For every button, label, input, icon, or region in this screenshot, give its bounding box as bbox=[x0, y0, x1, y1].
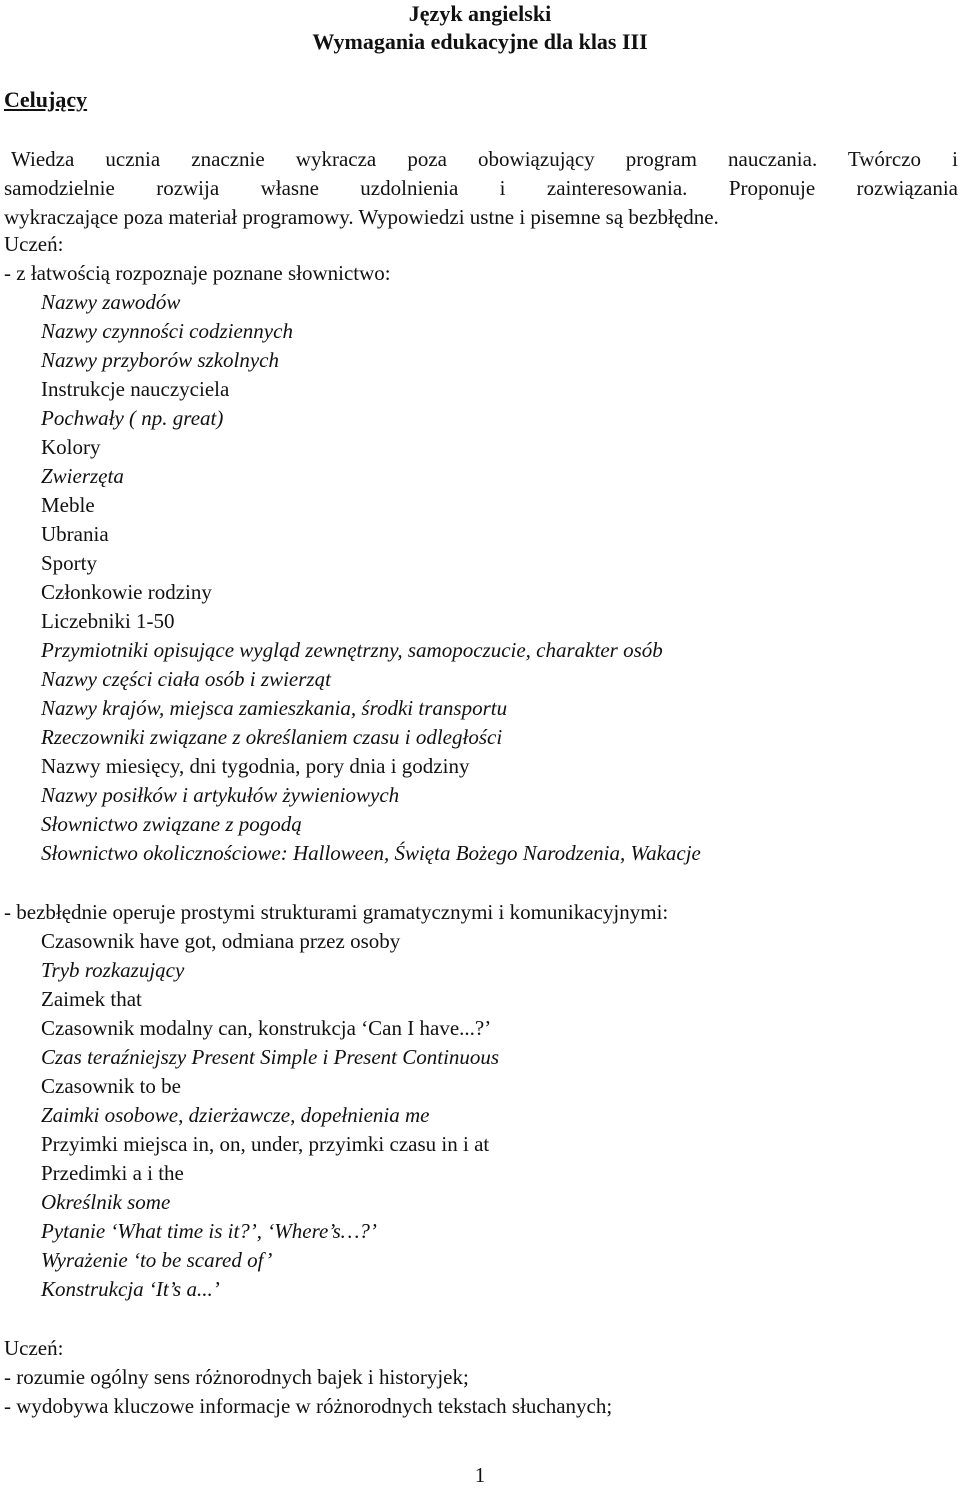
vocabulary-item: Nazwy zawodów bbox=[41, 290, 181, 314]
vocabulary-item: Zwierzęta bbox=[41, 464, 124, 488]
intro-paragraph bbox=[4, 145, 958, 232]
vocabulary-item: Kolory bbox=[41, 435, 101, 459]
document-title: Język angielski bbox=[408, 1, 552, 26]
listening-item: - wydobywa kluczowe informacje w różnorodnych tekstach słuchanych; bbox=[4, 1394, 613, 1418]
grammar-item: Wyrażenie ‘to be scared of’ bbox=[41, 1248, 273, 1272]
vocabulary-item: Instrukcje nauczyciela bbox=[41, 377, 230, 401]
vocabulary-item: Nazwy przyborów szkolnych bbox=[41, 348, 279, 372]
vocabulary-item: Nazwy czynności codziennych bbox=[41, 319, 293, 343]
grammar-item: Czasownik modalny can, konstrukcja ‘Can I have...?’ bbox=[41, 1016, 492, 1040]
vocabulary-item: Sporty bbox=[41, 551, 98, 575]
document-subtitle: Wymagania edukacyjne dla klas III bbox=[312, 29, 648, 54]
student-label-2: Uczeń: bbox=[4, 1336, 64, 1360]
student-label: Uczeń: bbox=[4, 232, 64, 256]
listening-item: - rozumie ogólny sens różnorodnych bajek i historyjek; bbox=[4, 1365, 469, 1389]
vocabulary-item: Rzeczowniki związane z określaniem czasu i odległości bbox=[41, 725, 503, 749]
vocabulary-item: Liczebniki 1-50 bbox=[41, 609, 175, 633]
intro-line: wykraczające poza materiał programowy. Wypowiedzi ustne i pisemne są bezbłędne. bbox=[4, 205, 719, 229]
grammar-item: Zaimek that bbox=[41, 987, 142, 1011]
grammar-item: Pytanie ‘What time is it?’, ‘Where’s…?’ bbox=[41, 1219, 377, 1243]
intro-line: samodzielnie rozwija własne uzdolnienia i zainteresowania. Proponuje rozwiązania bbox=[4, 176, 958, 200]
vocabulary-item: Nazwy części ciała osób i zwierząt bbox=[41, 667, 331, 691]
vocabulary-item: Ubrania bbox=[41, 522, 109, 546]
vocabulary-item: Meble bbox=[41, 493, 95, 517]
grade-level-heading: Celujący bbox=[4, 87, 88, 112]
vocabulary-item: Członkowie rodziny bbox=[41, 580, 212, 604]
grammar-item: Zaimki osobowe, dzierżawcze, dopełnienia me bbox=[41, 1103, 430, 1127]
vocabulary-item: Słownictwo okolicznościowe: Halloween, Święta Bożego Narodzenia, Wakacje bbox=[41, 841, 701, 865]
vocabulary-item: Słownictwo związane z pogodą bbox=[41, 812, 302, 836]
grammar-item: Tryb rozkazujący bbox=[41, 958, 185, 982]
vocabulary-item: Nazwy krajów, miejsca zamieszkania, środki transportu bbox=[41, 696, 508, 720]
vocabulary-item: Przymiotniki opisujące wygląd zewnętrzny, samopoczucie, charakter osób bbox=[41, 638, 663, 662]
grammar-item: Czasownik have got, odmiana przez osoby bbox=[41, 929, 401, 953]
grammar-item: Określnik some bbox=[41, 1190, 171, 1214]
grammar-item: Przedimki a i the bbox=[41, 1161, 184, 1185]
grammar-item: Czas teraźniejszy Present Simple i Present Continuous bbox=[41, 1045, 500, 1069]
vocabulary-item: Pochwały ( np. great) bbox=[41, 406, 224, 430]
vocabulary-item: Nazwy posiłków i artykułów żywieniowych bbox=[41, 783, 400, 807]
grammar-item: Przyimki miejsca in, on, under, przyimki czasu in i at bbox=[41, 1132, 490, 1156]
grammar-item: Czasownik to be bbox=[41, 1074, 181, 1098]
vocabulary-item: Nazwy miesięcy, dni tygodnia, pory dnia i godziny bbox=[41, 754, 470, 778]
grammar-item: Konstrukcja ‘It’s a...’ bbox=[41, 1277, 220, 1301]
intro-line: Wiedza ucznia znacznie wykracza poza obowiązujący program nauczania. Twórczo i bbox=[11, 147, 958, 171]
vocabulary-intro: - z łatwością rozpoznaje poznane słownictwo: bbox=[4, 261, 391, 285]
page-number: 1 bbox=[474, 1463, 486, 1487]
grammar-intro: - bezbłędnie operuje prostymi strukturami gramatycznymi i komunikacyjnymi: bbox=[4, 900, 669, 924]
